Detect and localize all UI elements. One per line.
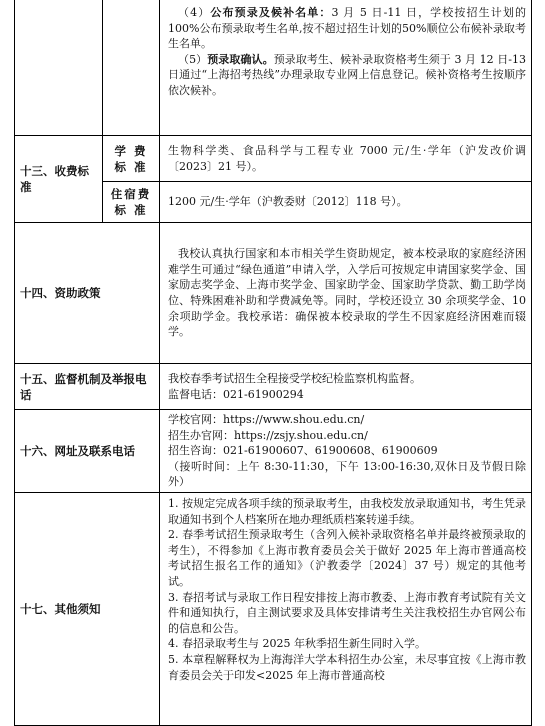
note-5: 5. 本章程解释权为上海海洋大学本科招生办公室，未尽事宜按《上海市教育委员会关于印发<2025 年上海市普通高校 [168,652,526,682]
financial-aid-row [15,223,532,364]
note-2: 2. 春季考试招生预录取考生（含列入候补录取资格名单并最终被预录取的考生），不得参加《上海市教育委员会关于做好 2025 年上海市普通高校考试招生报名工作的通知》（沪教委学〔2024〕37 号）规定的其他考试。 [168,528,526,588]
regulation-table [14,0,532,726]
step-5-text: 预录取考生、候补录取资格考生须于 3 月 12 日-13 日通过“上海招考热线”办理录取专业网上信息登记。候补资格考生按顺序依次候补。 [168,52,527,97]
admission-steps-row [15,0,532,136]
consult-phones: 招生咨询：021-61900607、61900608、61900609 [168,444,438,458]
aid-content [160,223,532,364]
step-4-title: 公布预录及候补名单： [210,6,332,19]
step-4-text: 3 月 5 日-11 日，学校按招生计划的100%公布预录取考生名单,按不超过招生计划的50%顺位公布候补录取考生名单。 [168,6,527,51]
supervision-section-label: 十五、监督机制及举报电话 [15,364,160,410]
empty-label-cell [15,0,103,136]
supervision-phone: 监督电话：021-61900294 [168,387,304,401]
lodging-label: 住宿费标 准 [103,182,160,223]
contact-row [15,410,532,493]
notes-row [15,492,532,725]
notes-section-label: 十七、其他须知 [15,492,160,725]
fees-section-label: 十三、收费标准 [15,136,103,223]
tuition-row [15,136,532,182]
school-website-link[interactable]: 学校官网：https://www.shou.edu.cn/ [168,413,365,426]
regulation-document [14,0,531,724]
consult-hours: （接听时间：上午 8:30-11:30，下午 13:00-16:30,双休日及节假日除外） [168,459,526,489]
supervision-row [15,364,532,410]
empty-sub-cell [103,0,160,136]
supervision-content [160,364,532,410]
admission-steps-content [160,0,532,136]
note-1: 1. 按规定完成各项手续的预录取考生，由我校发放录取通知书，考生凭录取通知书到个人档案所在地办理纸质档案转递手续。 [168,496,526,526]
contact-content [160,410,532,493]
tuition-content: 生物科学类、食品科学与工程专业 7000 元/生·学年（沪发改价调〔2023〕21 号）。 [160,136,532,182]
note-4: 4. 春招录取考生与 2025 年秋季招生新生同时入学。 [168,637,426,651]
admission-website-link[interactable]: 招生办官网：https://zsjy.shou.edu.cn/ [168,428,368,442]
tuition-label: 学 费 标 准 [103,136,160,182]
step-5-number: （5） [178,52,208,66]
contact-section-label: 十六、网址及联系电话 [15,410,160,493]
step-5-paragraph [168,52,526,99]
step-4-paragraph [168,5,526,52]
note-3: 3. 春招考试与录取工作日程安排按上海市教委、上海市教育考试院有关文件和通知执行，自主测试要求及具体安排请考生关注我校招生办官网公布的信息和公告。 [168,590,526,635]
aid-section-label: 十四、资助政策 [15,223,160,364]
aid-paragraph: 我校认真执行国家和本市相关学生资助规定，被本校录取的家庭经济困难学生可通过“绿色通道”申请入学，入学后可按规定申请国家奖学金、国家励志奖学金、上海市奖学金、国家助学金、国家助学贷款、勤工助学岗位、特殊困难补助和学费减免等。同时，学校还设立 30 余项奖学金、10 余项助学金。我校承诺：确保被本校录取的学生不因家庭经济困难而辍学。 [168,247,526,339]
supervision-statement: 我校春季考试招生全程接受学校纪检监察机构监督。 [168,371,421,385]
step-4-number: （4） [178,6,211,19]
notes-content [160,492,532,725]
lodging-content: 1200 元/生·学年（沪教委财〔2012〕118 号）。 [160,182,532,223]
step-5-title: 预录取确认。 [207,52,274,66]
